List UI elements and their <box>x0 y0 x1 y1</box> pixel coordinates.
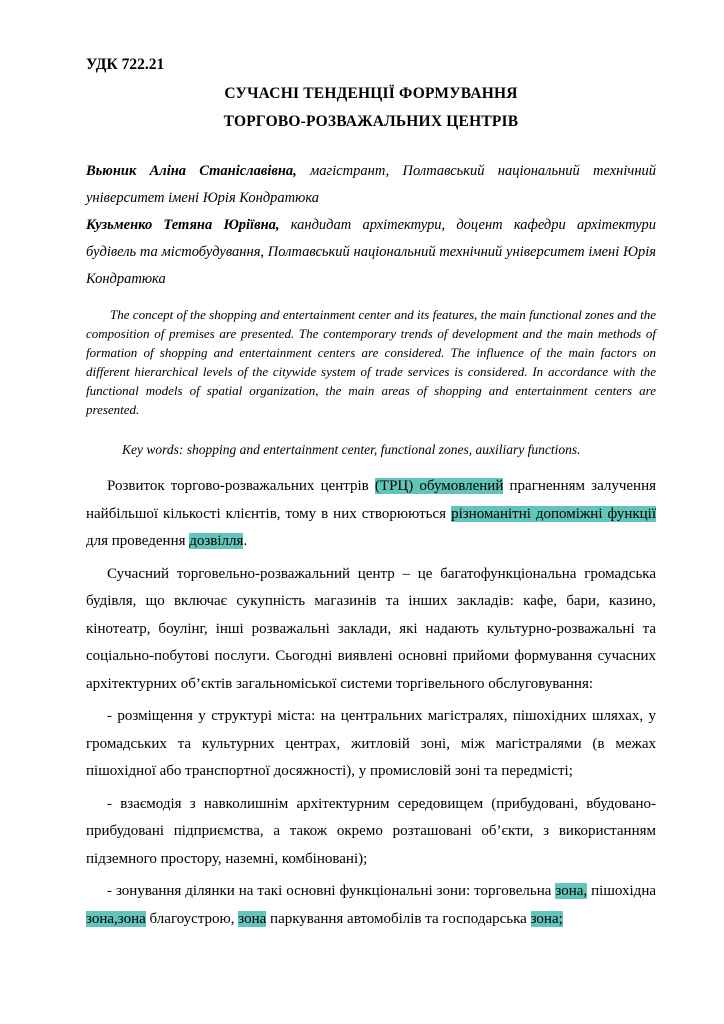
keywords-line: Key words: shopping and entertainment center, functional zones, auxiliary functions. <box>122 442 581 457</box>
text-run: . <box>243 533 248 549</box>
text-run: - взаємодія з навколишнім архітектурним середовищем (прибудовані, вбудовано-прибудовані підприємства, а також окремо розташовані об’єкти, з використанням підземного простору, наземні, комбіновані); <box>86 795 656 867</box>
paper-title-line2: ТОРГОВО-РОЗВАЖАЛЬНИХ ЦЕНТРІВ <box>223 113 519 130</box>
text-run: паркування автомобілів та господарська <box>266 910 531 927</box>
highlighted-text: дозвілля <box>189 533 244 549</box>
authors-block <box>86 158 656 293</box>
udc-number: УДК 722.21 <box>86 56 165 73</box>
highlighted-text: зона; <box>530 910 563 927</box>
highlighted-text: зона,зона <box>86 910 146 927</box>
body-paragraph-5 <box>86 878 656 933</box>
text-run: - розміщення у структурі міста: на центральних магістралях, пішохідних шляхах, у громадських та культурних центрах, житловій зоні, між магістралями (в межах пішохідної або транспортної досяжності), у промисловій зоні та передмісті; <box>86 708 656 779</box>
text-run: пішохідна <box>587 883 656 899</box>
author-2-name: Кузьменко Тетяна Юріївна, <box>86 217 280 233</box>
text-run: Сучасний торговельно-розважальний центр – це багатофункціональна громадська будівля, що включає сукупність магазинів та інших закладів: кафе, бари, казино, кінотеатр, боулінг, інші розважальні заклади, які надають культурно-розважальні та соціально-побутові послуги. Сьогодні виявлені основні прийоми формування сучасних архітектурних об’єктів загальноміської системи торгівельного обслуговування: <box>86 565 656 692</box>
abstract-text: The concept of the shopping and entertainment center and its features, the main functional zones and the composition of premises are presented. The contemporary trends of development and the main methods of formation of shopping and entertainment centers are considered. The influence of the main factors on different hierarchical levels of the citywide system of trade services is considered. In accordance with the functional models of spatial organization, the main areas of shopping and entertainment centers are presented. <box>86 307 656 417</box>
text-run: Розвиток торгово-розважальних центрів <box>107 478 375 494</box>
paper-title-line1: СУЧАСНІ ТЕНДЕНЦІЇ ФОРМУВАННЯ <box>224 85 518 102</box>
author-entry-2 <box>86 212 656 293</box>
paper-title <box>86 80 656 136</box>
paper-body <box>86 473 656 933</box>
text-run: прагненням залучення найбільшої кількості клієнтів, тому в них створюються <box>86 478 657 522</box>
text-run: - зонування ділянки на такі основні функціональні зони: торговельна <box>107 883 556 899</box>
text-run: для проведення <box>86 533 190 549</box>
body-paragraph-4 <box>86 791 656 874</box>
body-paragraph-3 <box>86 703 656 786</box>
author-entry-1 <box>86 158 656 212</box>
body-paragraph-2 <box>86 561 656 699</box>
highlighted-text: (ТРЦ) обумовлений <box>374 478 504 494</box>
highlighted-text: зона, <box>555 883 588 899</box>
body-paragraph-1 <box>86 473 656 556</box>
author-2-affiliation: кандидат архітектури, доцент кафедри архітектури будівель та містобудування, Полтавський національний технічний університет імені Юрія Кондратюка <box>86 217 656 287</box>
highlighted-text: зона <box>238 910 267 927</box>
highlighted-text: різноманітні допоміжні функції <box>451 505 656 522</box>
text-run: благоустрою, <box>145 910 239 927</box>
author-1-affiliation: магістрант, Полтавський національний технічний університет імені Юрія Кондратюка <box>86 163 657 206</box>
author-1-name: Вьюник Аліна Станіславівна, <box>86 163 297 179</box>
